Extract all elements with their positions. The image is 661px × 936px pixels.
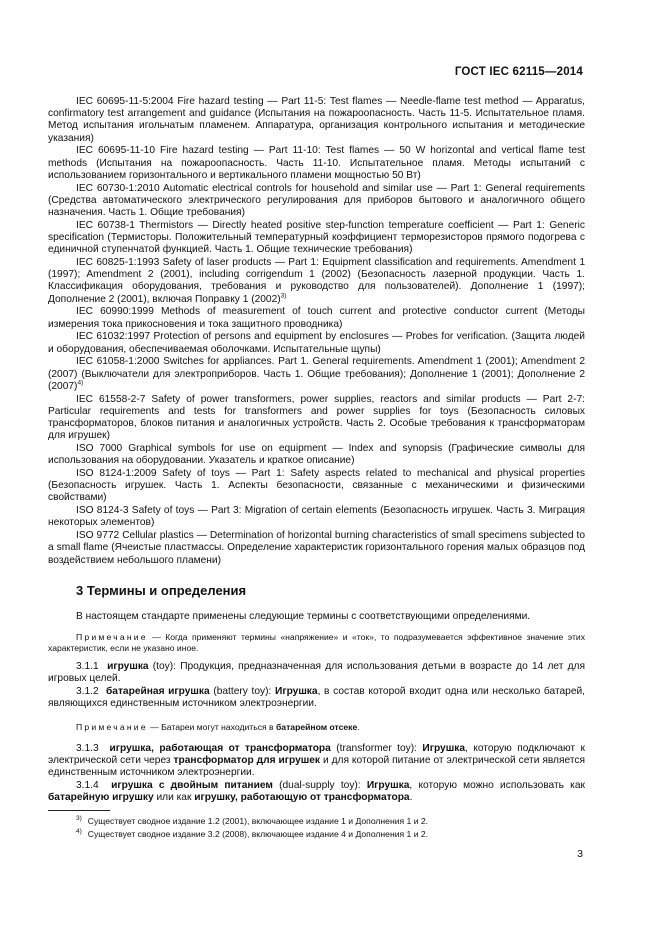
section-intro: В настоящем стандарте применены следующие термины с соответствующими определениями. [76,611,531,622]
reference-item: IEC 61058-1:2000 Switches for appliances. Part 1. General requirements. Amendment 1 (2001); Amendment 2 (2007) (Выключатели для электроприборов. Часть 1. Общие требования); Дополнение 1 (2001); Дополнение 2 $(2007)^{4)}$ [48,356,585,392]
note-label: Примечание [76,722,148,732]
footnote-item: $^{4)}$ Существует сводное издание 3.2 (2008), включающее издание 4 и Дополнения 1 и 2. [76,828,429,839]
note-1: Примечание — Когда применяют термины «напряжение» и «ток», то подразумевается эффективное значение этих характеристик, если не указано иное. [48,632,585,653]
note-label: Примечание [76,632,148,642]
footnotes [76,815,586,841]
normative-references-list [48,96,585,567]
note-2: Примечание — Батареи могут находиться в батарейном отсеке. [76,722,360,732]
section-title: 3 Термины и определения [76,583,247,598]
term: игрушка, работающая от трансформатора [109,743,331,754]
reference-item: IEC 61558-2-7 Safety of power transformers, power supplies, reactors and similar products — Part 2-7: Particular requirements and tests for transformers and power supplies for toys (Безопасность силовых трансформаторов, блоков питания и аналогичных устройств. Часть 2. Особые требования к трансформаторам для игрушек) [48,393,585,442]
reference-item: IEC 61032:1997 Protection of persons and equipment by enclosures — Probes for verification. (Защита людей и оборудования, обеспечиваемая оболочками. Испытательные щупы) [48,331,585,355]
reference-item: IEC 60825-1:1993 Safety of laser products — Part 1: Equipment classification and requirements. Amendment 1 (1997); Amendment 2 (2001), including corrigendum 1 (2002) (Безопасность лазерной продукции. Часть 1. Классификация оборудования, требования и руководство для пользователей). Дополнение 1 (1997); Дополнение 2 (2001), включая Поправку 1 $(2002)^{3)}$ [48,257,585,305]
page-number: 3 [577,848,583,860]
footnote-item: $^{3)}$ Существует сводное издание 1.2 (2001), включающее издание 1 и Дополнения 1 и 2. [76,815,429,826]
reference-item: IEC 60990:1999 Methods of measurement of touch current and protective conductor current (Методы измерения тока прикосновения и тока защитного проводника) [48,306,585,330]
reference-item: IEC 60730-1:2010 Automatic electrical controls for household and similar use — Part 1: General requirements (Средства автоматического электрического регулирования для приборов бытового и аналогичного общего назначения. Часть 1. Общие требования) [48,182,585,219]
definition-3-1-4: 3.1.4 игрушка с двойным питанием (dual-supply toy): Игрушка, которую можно использовать как батарейную игрушку или как игрушку, работающую от трансформатора. [48,780,585,804]
reference-item: ISO 9772 Cellular plastics — Determination of horizontal burning characteristics of small specimens subjected to a small flame (Ячеистые пластмассы. Определение характеристик горизонтального горения малых образцов под воздействием небольшого пламени) [48,530,585,566]
footnote-divider [48,810,110,811]
reference-item: ISO 7000 Graphical symbols for use on equipment — Index and synopsis (Графические символы для использования на оборудовании. Указатель и краткое описание) [48,443,585,467]
reference-item: IEC 60695-11-10 Fire hazard testing — Part 11-10: Test flames — 50 W horizontal and vertical flame test methods (Испытания на пожароопасность. Часть 11-10. Испытательное пламя. Методы испытаний с использованием горизонтального и вертикального пламени мощностью 50 Вт) [48,145,585,181]
reference-item: ISO 8124-3 Safety of toys — Part 3: Migration of certain elements (Безопасность игрушек. Часть 3. Миграция некоторых элементов) [48,505,585,529]
definition-3-1-2: 3.1.2 батарейная игрушка (battery toy): Игрушка, в состав которой входит одна или несколько батарей, являющихся единственным источником электроэнергии. [48,686,586,710]
footnote-marker: 3) [280,292,287,300]
term: батарейная игрушка [105,686,210,697]
reference-item: IEC 60738-1 Thermistors — Directly heated positive step-function temperature coefficient — Part 1: Generic specification (Термисторы. Положительный температурный коэффициент терморезисторов прямого подогрева с единичной ступенчатой функцией. Часть 1. Общие технические требования) [48,219,585,256]
standard-header: ГОСТ IEC 62115—2014 [454,66,583,78]
reference-item: ISO 8124-1:2009 Safety of toys — Part 1: Safety aspects related to mechanical and physical properties (Безопасность игрушек. Часть 1. Аспекты безопасности, связанные с механическими и физическими свойствами) [48,468,585,504]
term: игрушка с двойным питанием [111,780,273,791]
definition-3-1-1: 3.1.1 игрушка (toy): Продукция, предназначенная для использования детьми в возрасте до 14 лет для игровых целей. [48,661,585,685]
reference-item: IEC 60695-11-5:2004 Fire hazard testing — Part 11-5: Test flames — Needle-flame test method — Apparatus, confirmatory test arrangement and guidance (Испытания на пожароопасность. Часть 11-5. Испытательное пламя. Метод испытания игольчатым пламенем. Аппаратура, организация контрольного испытания и методические указания) [48,96,585,144]
footnote-marker: 4) [77,379,84,387]
definition-3-1-3: 3.1.3 игрушка, работающая от трансформатора (transformer toy): Игрушка, которую подключают к электрической сети через трансформатор для игрушек и для которой питание от электрической сети является единственным источником электроэнергии. [48,743,586,779]
term: игрушка [107,661,149,672]
